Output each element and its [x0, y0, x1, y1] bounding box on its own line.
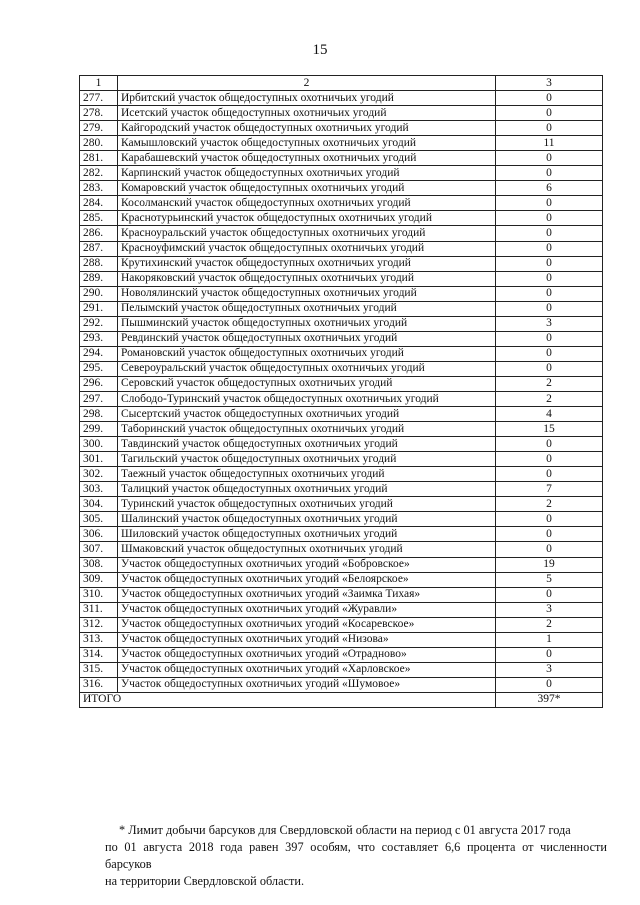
- row-number: 277.: [80, 91, 118, 106]
- row-value: 1: [496, 632, 603, 647]
- row-number: 284.: [80, 196, 118, 211]
- row-value: 0: [496, 331, 603, 346]
- row-number: 308.: [80, 557, 118, 572]
- table-row: [80, 587, 603, 602]
- row-value: 19: [496, 557, 603, 572]
- row-value: 4: [496, 407, 603, 422]
- row-name: Карабашевский участок общедоступных охотничьих угодий: [118, 151, 496, 166]
- row-name: Туринский участок общедоступных охотничьих угодий: [118, 497, 496, 512]
- row-value: 0: [496, 512, 603, 527]
- row-number: 297.: [80, 391, 118, 406]
- row-value: 0: [496, 542, 603, 557]
- row-number: 305.: [80, 512, 118, 527]
- header-col-2: 2: [118, 76, 496, 91]
- row-number: 293.: [80, 331, 118, 346]
- page-number: 15: [312, 42, 328, 58]
- row-number: 301.: [80, 452, 118, 467]
- row-number: 283.: [80, 181, 118, 196]
- table-header-row: [80, 76, 603, 91]
- row-number: 302.: [80, 467, 118, 482]
- row-value: 0: [496, 166, 603, 181]
- row-value: 2: [496, 497, 603, 512]
- row-number: 310.: [80, 587, 118, 602]
- table-row: [80, 256, 603, 271]
- row-number: 281.: [80, 151, 118, 166]
- row-value: 0: [496, 271, 603, 286]
- row-value: 2: [496, 376, 603, 391]
- row-number: 314.: [80, 647, 118, 662]
- row-number: 295.: [80, 361, 118, 376]
- row-value: 0: [496, 527, 603, 542]
- row-number: 287.: [80, 241, 118, 256]
- row-value: 0: [496, 452, 603, 467]
- table-row: [80, 286, 603, 301]
- row-value: 0: [496, 677, 603, 692]
- row-number: 313.: [80, 632, 118, 647]
- table-row: [80, 422, 603, 437]
- row-number: 303.: [80, 482, 118, 497]
- row-name: Таборинский участок общедоступных охотничьих угодий: [118, 422, 496, 437]
- badger-limit-table: [79, 75, 603, 708]
- row-number: 311.: [80, 602, 118, 617]
- row-value: 0: [496, 91, 603, 106]
- table-row: [80, 527, 603, 542]
- total-row: [80, 692, 603, 707]
- row-value: 0: [496, 437, 603, 452]
- table-row: [80, 136, 603, 151]
- table-row: [80, 166, 603, 181]
- table-row: [80, 91, 603, 106]
- table-row: [80, 226, 603, 241]
- row-value: 2: [496, 391, 603, 406]
- footnote: [105, 822, 607, 890]
- row-number: 285.: [80, 211, 118, 226]
- footnote-line: по 01 августа 2018 года равен 397 особям, что составляет 6,6 процента от численности барсуков: [105, 840, 607, 871]
- row-number: 315.: [80, 662, 118, 677]
- row-name: Слободо-Туринский участок общедоступных охотничьих угодий: [118, 391, 496, 406]
- row-value: 3: [496, 602, 603, 617]
- row-name: Таежный участок общедоступных охотничьих угодий: [118, 467, 496, 482]
- row-number: 312.: [80, 617, 118, 632]
- row-name: Кайгородский участок общедоступных охотничьих угодий: [118, 121, 496, 136]
- row-value: 0: [496, 151, 603, 166]
- table-row: [80, 241, 603, 256]
- row-name: Участок общедоступных охотничьих угодий «Белоярское»: [118, 572, 496, 587]
- row-name: Участок общедоступных охотничьих угодий «Харловское»: [118, 662, 496, 677]
- table-row: [80, 542, 603, 557]
- row-number: 282.: [80, 166, 118, 181]
- row-value: 0: [496, 647, 603, 662]
- table-row: [80, 572, 603, 587]
- row-name: Участок общедоступных охотничьих угодий «Журавли»: [118, 602, 496, 617]
- table-row: [80, 211, 603, 226]
- row-value: 11: [496, 136, 603, 151]
- row-name: Пышминский участок общедоступных охотничьих угодий: [118, 316, 496, 331]
- table-row: [80, 467, 603, 482]
- table-row: [80, 181, 603, 196]
- row-value: 0: [496, 346, 603, 361]
- row-number: 294.: [80, 346, 118, 361]
- row-value: 0: [496, 361, 603, 376]
- row-value: 0: [496, 121, 603, 136]
- row-value: 0: [496, 286, 603, 301]
- row-number: 279.: [80, 121, 118, 136]
- row-value: 0: [496, 196, 603, 211]
- row-name: Крутихинский участок общедоступных охотничьих угодий: [118, 256, 496, 271]
- table-row: [80, 316, 603, 331]
- row-value: 0: [496, 106, 603, 121]
- row-name: Исетский участок общедоступных охотничьих угодий: [118, 106, 496, 121]
- row-number: 289.: [80, 271, 118, 286]
- table-row: [80, 151, 603, 166]
- row-number: 288.: [80, 256, 118, 271]
- row-value: 15: [496, 422, 603, 437]
- row-number: 309.: [80, 572, 118, 587]
- row-name: Косолманский участок общедоступных охотничьих угодий: [118, 196, 496, 211]
- header-col-1: 1: [80, 76, 118, 91]
- row-name: Романовский участок общедоступных охотничьих угодий: [118, 346, 496, 361]
- table-row: [80, 106, 603, 121]
- row-value: 7: [496, 482, 603, 497]
- row-value: 5: [496, 572, 603, 587]
- row-name: Ирбитский участок общедоступных охотничьих угодий: [118, 91, 496, 106]
- row-number: 278.: [80, 106, 118, 121]
- table-row: [80, 121, 603, 136]
- row-value: 0: [496, 467, 603, 482]
- row-name: Участок общедоступных охотничьих угодий «Заимка Тихая»: [118, 587, 496, 602]
- row-name: Красноуральский участок общедоступных охотничьих угодий: [118, 226, 496, 241]
- row-number: 316.: [80, 677, 118, 692]
- row-number: 298.: [80, 407, 118, 422]
- row-value: 0: [496, 211, 603, 226]
- footnote-line: на территории Свердловской области.: [105, 874, 305, 888]
- row-name: Участок общедоступных охотничьих угодий «Бобровское»: [118, 557, 496, 572]
- row-name: Накоряковский участок общедоступных охотничьих угодий: [118, 271, 496, 286]
- row-name: Камышловский участок общедоступных охотничьих угодий: [118, 136, 496, 151]
- table-row: [80, 196, 603, 211]
- table-row: [80, 331, 603, 346]
- row-name: Участок общедоступных охотничьих угодий «Косаревское»: [118, 617, 496, 632]
- row-name: Тавдинский участок общедоступных охотничьих угодий: [118, 437, 496, 452]
- row-name: Красноуфимский участок общедоступных охотничьих угодий: [118, 241, 496, 256]
- row-number: 296.: [80, 376, 118, 391]
- row-value: 0: [496, 226, 603, 241]
- row-name: Краснотурьинский участок общедоступных охотничьих угодий: [118, 211, 496, 226]
- table-row: [80, 647, 603, 662]
- row-value: 0: [496, 256, 603, 271]
- table-row: [80, 602, 603, 617]
- row-name: Карпинский участок общедоступных охотничьих угодий: [118, 166, 496, 181]
- footnote-line: * Лимит добычи барсуков для Свердловской области на период с 01 августа 2017 года: [119, 823, 571, 837]
- table-row: [80, 677, 603, 692]
- row-number: 299.: [80, 422, 118, 437]
- row-name: Тагильский участок общедоступных охотничьих угодий: [118, 452, 496, 467]
- row-number: 300.: [80, 437, 118, 452]
- row-number: 286.: [80, 226, 118, 241]
- row-number: 304.: [80, 497, 118, 512]
- row-name: Шалинский участок общедоступных охотничьих угодий: [118, 512, 496, 527]
- row-name: Сысертский участок общедоступных охотничьих угодий: [118, 407, 496, 422]
- row-value: 3: [496, 316, 603, 331]
- header-col-3: 3: [496, 76, 603, 91]
- total-value: 397*: [496, 692, 603, 707]
- row-name: Североуральский участок общедоступных охотничьих угодий: [118, 361, 496, 376]
- row-name: Пелымский участок общедоступных охотничьих угодий: [118, 301, 496, 316]
- row-name: Участок общедоступных охотничьих угодий «Низова»: [118, 632, 496, 647]
- row-value: 0: [496, 241, 603, 256]
- table-row: [80, 557, 603, 572]
- table-row: [80, 376, 603, 391]
- row-value: 3: [496, 662, 603, 677]
- row-value: 0: [496, 301, 603, 316]
- row-name: Шиловский участок общедоступных охотничьих угодий: [118, 527, 496, 542]
- table-row: [80, 512, 603, 527]
- table-row: [80, 497, 603, 512]
- table-row: [80, 617, 603, 632]
- table-row: [80, 662, 603, 677]
- row-name: Новолялинский участок общедоступных охотничьих угодий: [118, 286, 496, 301]
- table-row: [80, 407, 603, 422]
- row-value: 2: [496, 617, 603, 632]
- row-name: Талицкий участок общедоступных охотничьих угодий: [118, 482, 496, 497]
- row-number: 280.: [80, 136, 118, 151]
- total-label: ИТОГО: [80, 692, 496, 707]
- row-name: Участок общедоступных охотничьих угодий «Шумовое»: [118, 677, 496, 692]
- row-name: Шмаковский участок общедоступных охотничьих угодий: [118, 542, 496, 557]
- row-value: 6: [496, 181, 603, 196]
- row-name: Участок общедоступных охотничьих угодий «Отрадново»: [118, 647, 496, 662]
- row-number: 306.: [80, 527, 118, 542]
- row-name: Ревдинский участок общедоступных охотничьих угодий: [118, 331, 496, 346]
- table-row: [80, 346, 603, 361]
- row-value: 0: [496, 587, 603, 602]
- table-row: [80, 301, 603, 316]
- row-name: Комаровский участок общедоступных охотничьих угодий: [118, 181, 496, 196]
- row-number: 307.: [80, 542, 118, 557]
- table-row: [80, 482, 603, 497]
- row-number: 290.: [80, 286, 118, 301]
- row-name: Серовский участок общедоступных охотничьих угодий: [118, 376, 496, 391]
- table-row: [80, 452, 603, 467]
- table-row: [80, 632, 603, 647]
- row-number: 291.: [80, 301, 118, 316]
- row-number: 292.: [80, 316, 118, 331]
- table-row: [80, 271, 603, 286]
- table-row: [80, 437, 603, 452]
- table-row: [80, 361, 603, 376]
- table-row: [80, 391, 603, 406]
